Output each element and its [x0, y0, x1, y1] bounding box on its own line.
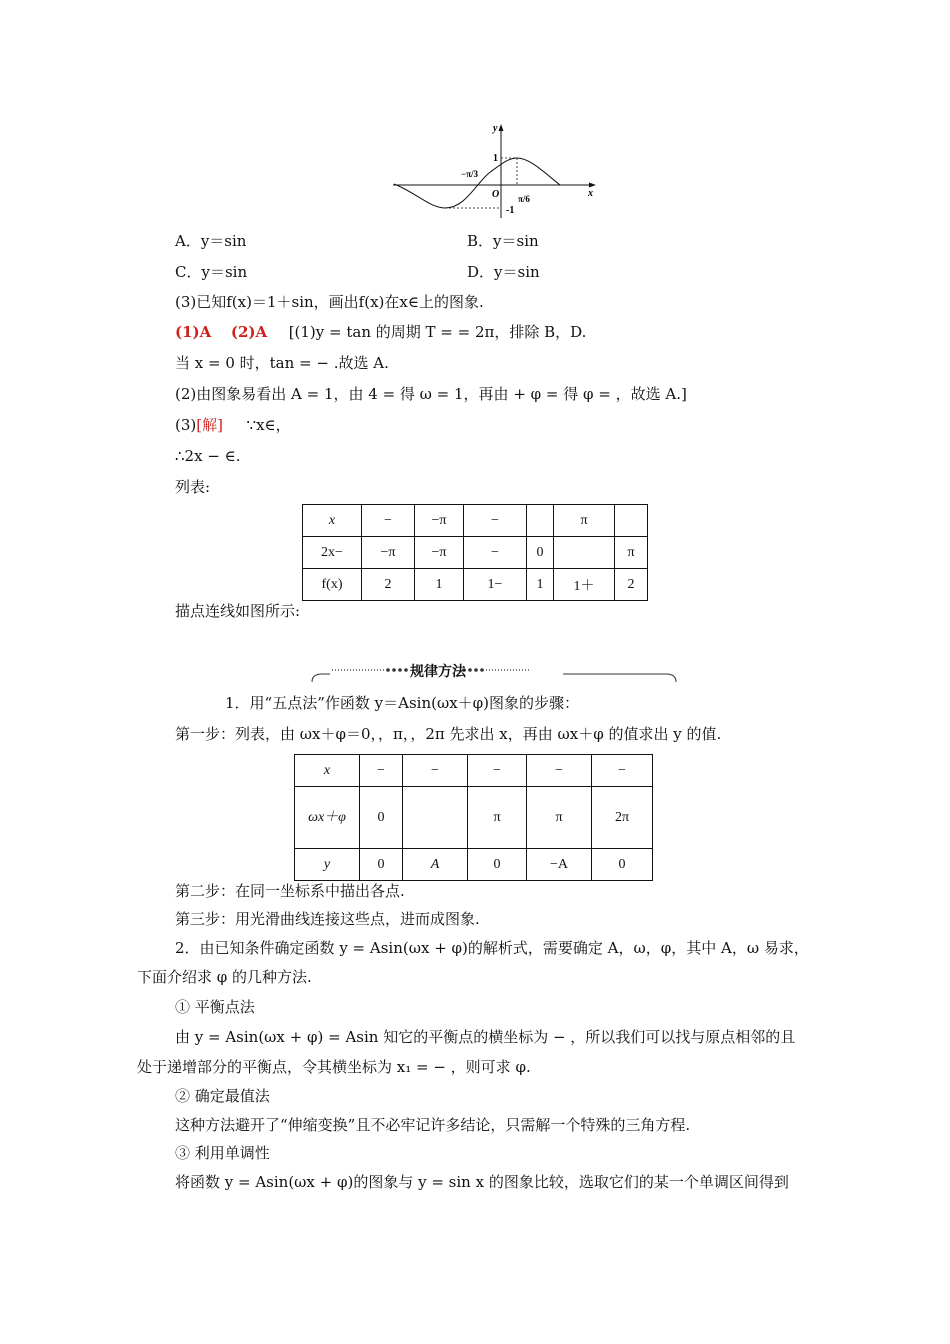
- banner-title: 规律方法: [410, 664, 466, 680]
- table-cell: [403, 787, 468, 849]
- answer-line-5: ∴2x − ∈.: [175, 447, 241, 465]
- answer-2: (2)A: [230, 323, 268, 341]
- table-cell: 1: [415, 569, 464, 601]
- sine-graph: [390, 118, 605, 222]
- table-row: [295, 787, 653, 849]
- answer-line-3: (2)由图象易看出 A = 1，由 4 = 得 ω = 1，再由 + φ = 得 φ = ，故选 A.]: [175, 385, 687, 403]
- table-row: [295, 755, 653, 787]
- table-cell: 1: [527, 569, 554, 601]
- method-p4: 第三步：用光滑曲线连接这些点，进而成图象.: [175, 910, 480, 928]
- table-cell: 0: [527, 537, 554, 569]
- method-p7a: 由 y = Asin(ωx + φ) = Asin 知它的平衡点的横坐标为 − ，所以我们可以找与原点相邻的且: [175, 1028, 796, 1046]
- table-cell: x: [303, 505, 362, 537]
- method-p1: 1．用“五点法”作函数 y＝Asin(ωx＋φ)图象的步骤：: [225, 694, 580, 712]
- table-cell: −: [464, 537, 527, 569]
- table-row: [303, 569, 648, 601]
- table-cell: [527, 505, 554, 537]
- table-cell: x: [295, 755, 360, 787]
- table-cell: 2x−: [303, 537, 362, 569]
- table-cell: A: [403, 849, 468, 881]
- method-p7b: 处于递增部分的平衡点，令其横坐标为 x₁ = − ，则可求 φ.: [137, 1058, 531, 1076]
- answer-line-2: 当 x = 0 时，tan = − .故选 A.: [175, 354, 389, 372]
- table-cell: −π: [415, 505, 464, 537]
- x-axis-label: x: [588, 188, 593, 199]
- table-cell: 0: [360, 787, 403, 849]
- table-cell: π: [468, 787, 527, 849]
- answer-line-6: 列表:: [175, 478, 211, 496]
- answer-line-1: [175, 322, 586, 342]
- table-cell: 0: [592, 849, 653, 881]
- table-cell: −: [362, 505, 415, 537]
- y-axis-arrow: [499, 124, 504, 131]
- neg-one-label: -1: [506, 205, 515, 216]
- method-p5b: 下面介绍求 φ 的几种方法.: [137, 968, 312, 986]
- table-cell: 1−: [464, 569, 527, 601]
- table-cell: −: [464, 505, 527, 537]
- table-cell: 1＋: [554, 569, 615, 601]
- table-row: [303, 537, 648, 569]
- table-cell: π: [615, 537, 648, 569]
- method-banner: [308, 656, 680, 688]
- option-d: D．y＝sin: [467, 263, 540, 281]
- method-p10: ③ 利用单调性: [175, 1144, 270, 1162]
- table-cell: −: [527, 755, 592, 787]
- method-p3: 第二步：在同一坐标系中描出各点.: [175, 882, 405, 900]
- method-p8: ② 确定最值法: [175, 1087, 270, 1105]
- method-p11: 将函数 y = Asin(ωx + φ)的图象与 y = sin x 的图象比较，选取它们的某一个单调区间得到: [175, 1173, 789, 1191]
- table-cell: −: [592, 755, 653, 787]
- table-cell: −π: [415, 537, 464, 569]
- method-p6: ① 平衡点法: [175, 998, 255, 1016]
- answer-1: (1)A: [175, 323, 212, 341]
- table-cell: π: [527, 787, 592, 849]
- solution-tag: [解]: [196, 416, 223, 434]
- answer-explanation: [(1)y = tan 的周期 T = = 2π，排除 B，D.: [288, 323, 587, 341]
- table-cell: [615, 505, 648, 537]
- table-cell: π: [554, 505, 615, 537]
- table-cell: 2: [362, 569, 415, 601]
- question-3: (3)已知f(x)＝1＋sin，画出f(x)在x∈上的图象.: [175, 293, 484, 311]
- y-axis-label: y: [493, 123, 498, 134]
- neg-pi-third-label: −π/3: [461, 169, 479, 179]
- table-cell: −π: [362, 537, 415, 569]
- sine-curve: [394, 158, 560, 208]
- value-table-1: [302, 504, 648, 601]
- one-label: 1: [493, 153, 498, 164]
- table-row: [295, 849, 653, 881]
- table-cell: 0: [468, 849, 527, 881]
- table-cell: 0: [360, 849, 403, 881]
- table-cell: 2: [615, 569, 648, 601]
- table-cell: ωx＋φ: [295, 787, 360, 849]
- answer-line-4: [175, 415, 291, 435]
- pi-sixth-label: π/6: [518, 194, 530, 204]
- plot-caption: 描点连线如图所示:: [175, 602, 301, 620]
- table-cell: f(x): [303, 569, 362, 601]
- method-p2: 第一步：列表，由 ωx＋φ＝0，，π，，2π 先求出 x，再由 ωx＋φ 的值求出 y 的值.: [175, 725, 722, 743]
- table-cell: −A: [527, 849, 592, 881]
- table-cell: −: [360, 755, 403, 787]
- option-c: C．y＝sin: [175, 263, 248, 281]
- value-table-2: [294, 754, 653, 881]
- table-cell: y: [295, 849, 360, 881]
- x-axis-arrow: [589, 183, 596, 188]
- table-cell: [554, 537, 615, 569]
- table-cell: 2π: [592, 787, 653, 849]
- method-p9: 这种方法避开了“伸缩变换”且不必牢记许多结论，只需解一个特殊的三角方程.: [175, 1116, 691, 1134]
- table-cell: −: [403, 755, 468, 787]
- condition-text: ∵x∈，: [246, 416, 291, 434]
- origin-label: O: [492, 189, 500, 200]
- table-cell: −: [468, 755, 527, 787]
- option-b: B．y＝sin: [467, 232, 539, 250]
- option-a: A．y＝sin: [175, 232, 247, 250]
- part-3-label: (3): [175, 416, 197, 434]
- table-row: [303, 505, 648, 537]
- method-p5a: 2．由已知条件确定函数 y = Asin(ωx + φ)的解析式，需要确定 A，ω，φ，其中 A，ω 易求，: [175, 939, 809, 957]
